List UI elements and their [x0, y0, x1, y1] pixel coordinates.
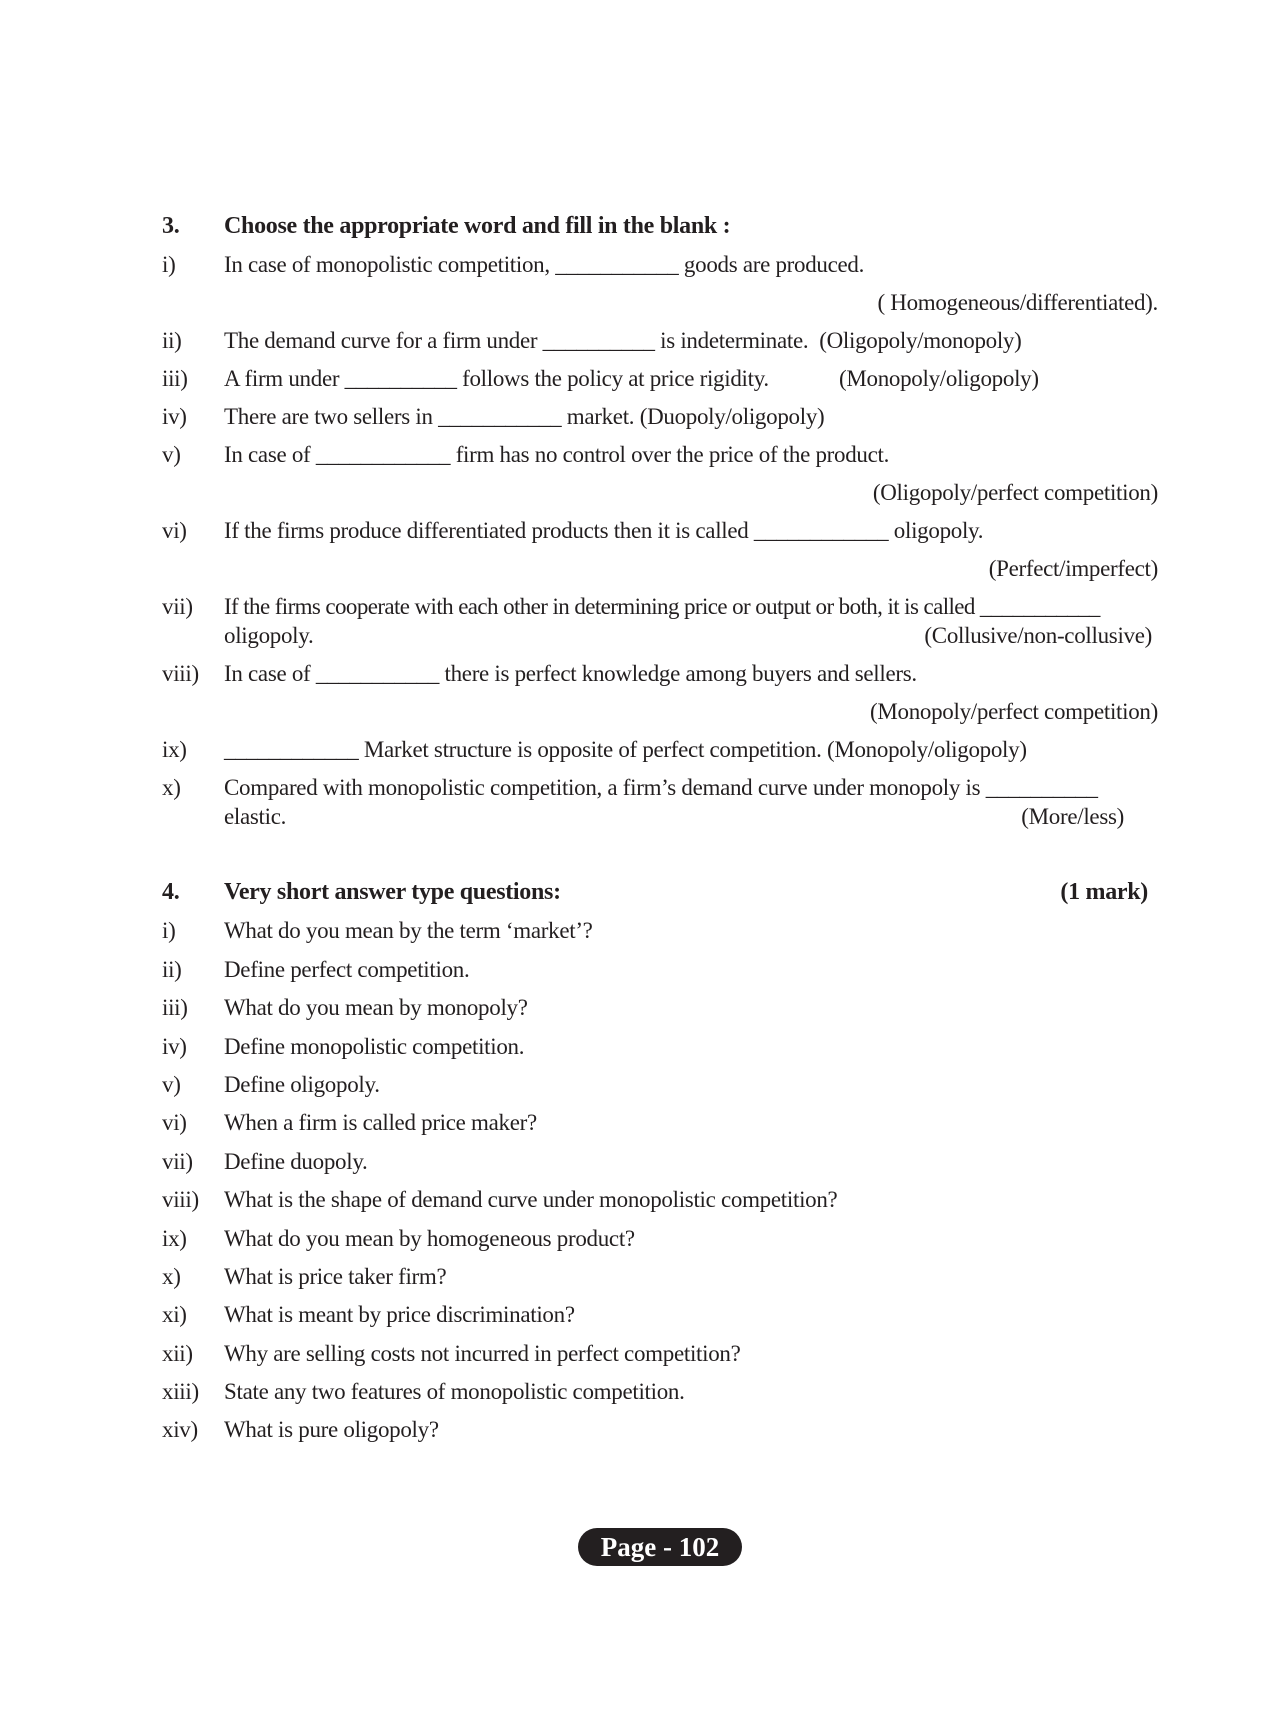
- item-text: State any two features of monopolistic competition.: [224, 1379, 685, 1405]
- item-text: If the firms cooperate with each other in determining price or output or both, it is called ___________: [224, 594, 1100, 619]
- item-number: x): [162, 775, 181, 800]
- item-number: ix): [162, 737, 187, 762]
- item-text: What is meant by price discrimination?: [224, 1302, 575, 1328]
- q4-item-5: [162, 1070, 1158, 1099]
- item-options: (Monopoly/oligopoly): [839, 366, 1039, 391]
- q3-item-8: [162, 659, 1158, 726]
- item-number: vi): [162, 518, 187, 543]
- q3-item-7: [162, 592, 1158, 650]
- section4-number: 4.: [162, 879, 180, 905]
- item-number: xiv): [162, 1417, 198, 1443]
- q3-item-10: [162, 773, 1158, 831]
- item-options: (Perfect/imperfect): [988, 556, 1158, 581]
- q4-item-3: [162, 993, 1158, 1022]
- item-number: xi): [162, 1302, 187, 1328]
- item-number: iii): [162, 995, 188, 1021]
- q4-item-6: [162, 1108, 1158, 1137]
- item-number: x): [162, 1263, 181, 1289]
- item-text: In case of monopolistic competition, ___________ goods are produced.: [224, 252, 865, 277]
- item-text: If the firms produce differentiated products then it is called ____________ oligopoly.: [224, 518, 984, 543]
- item-text: What do you mean by monopoly?: [224, 995, 528, 1021]
- item-options: ( Homogeneous/differentiated).: [877, 290, 1158, 315]
- q3-item-1: [162, 250, 1158, 317]
- item-text: There are two sellers in ___________ market. (Duopoly/oligopoly): [224, 404, 825, 429]
- item-text: What do you mean by the term ‘market’?: [224, 918, 593, 944]
- item-number: viii): [162, 1187, 199, 1213]
- page-content: [162, 212, 1158, 1444]
- item-text: Define perfect competition.: [224, 956, 470, 982]
- q4-item-7: [162, 1147, 1158, 1176]
- item-number: xii): [162, 1340, 193, 1366]
- item-number: xiii): [162, 1379, 199, 1405]
- item-number: ii): [162, 956, 182, 982]
- item-text: When a firm is called price maker?: [224, 1110, 537, 1136]
- item-text: What is pure oligopoly?: [224, 1417, 439, 1443]
- q4-item-12: [162, 1339, 1158, 1368]
- item-text: Define monopolistic competition.: [224, 1033, 525, 1059]
- item-number: v): [162, 1071, 181, 1097]
- q3-item-6: [162, 516, 1158, 583]
- q4-item-8: [162, 1185, 1158, 1214]
- item-text: Compared with monopolistic competition, a firm’s demand curve under monopoly is __________: [224, 775, 1098, 800]
- item-number: v): [162, 442, 181, 467]
- q3-item-4: [162, 402, 1158, 431]
- item-number: i): [162, 252, 176, 277]
- section4-heading-row: [162, 878, 1158, 907]
- q3-item-9: [162, 735, 1158, 764]
- q4-item-11: [162, 1300, 1158, 1329]
- item-number: iv): [162, 404, 187, 429]
- item-number: vii): [162, 594, 193, 619]
- item-text: Define oligopoly.: [224, 1071, 380, 1097]
- item-number: viii): [162, 661, 199, 686]
- q4-item-4: [162, 1032, 1158, 1061]
- item-number: vii): [162, 1148, 193, 1174]
- item-number: iii): [162, 366, 188, 391]
- item-text: In case of ____________ firm has no control over the price of the product.: [224, 442, 890, 467]
- item-text: What do you mean by homogeneous product?: [224, 1225, 635, 1251]
- item-number: vi): [162, 1110, 187, 1136]
- q3-item-3: [162, 364, 1158, 393]
- item-text-continued: oligopoly.: [224, 623, 314, 648]
- section4-heading: Very short answer type questions:: [224, 879, 561, 905]
- item-text: Why are selling costs not incurred in perfect competition?: [224, 1340, 741, 1366]
- section4-marks: (1 mark): [1060, 879, 1148, 905]
- item-options: (Monopoly/perfect competition): [869, 699, 1158, 724]
- q4-item-13: [162, 1377, 1158, 1406]
- item-text: The demand curve for a firm under __________ is indeterminate. (Oligopoly/monopoly): [224, 328, 1022, 353]
- item-options: (Collusive/non-collusive): [924, 623, 1152, 648]
- item-text: Define duopoly.: [224, 1148, 368, 1174]
- item-text: ____________ Market structure is opposite of perfect competition. (Monopoly/oligopoly): [224, 737, 1027, 762]
- item-number: ii): [162, 328, 182, 353]
- item-options: (More/less): [1021, 804, 1124, 829]
- item-text: A firm under __________ follows the policy at price rigidity.: [224, 366, 769, 391]
- section3-heading-row: [162, 212, 1158, 241]
- q3-item-2: [162, 326, 1158, 355]
- q4-item-10: [162, 1262, 1158, 1291]
- item-number: ix): [162, 1225, 187, 1251]
- item-number: i): [162, 918, 176, 944]
- q4-item-1: [162, 916, 1158, 945]
- q4-item-14: [162, 1415, 1158, 1444]
- q4-item-9: [162, 1224, 1158, 1253]
- item-text-continued: elastic.: [224, 804, 287, 829]
- section3-number: 3.: [162, 213, 180, 239]
- item-options: (Oligopoly/perfect competition): [872, 480, 1158, 505]
- item-text: What is the shape of demand curve under monopolistic competition?: [224, 1187, 838, 1213]
- q3-item-5: [162, 440, 1158, 507]
- q4-item-2: [162, 955, 1158, 984]
- page-number-badge: Page - 102: [578, 1528, 742, 1566]
- section3-heading: Choose the appropriate word and fill in the blank :: [224, 213, 731, 239]
- item-number: iv): [162, 1033, 187, 1059]
- item-text: In case of ___________ there is perfect knowledge among buyers and sellers.: [224, 661, 917, 686]
- item-text: What is price taker firm?: [224, 1263, 447, 1289]
